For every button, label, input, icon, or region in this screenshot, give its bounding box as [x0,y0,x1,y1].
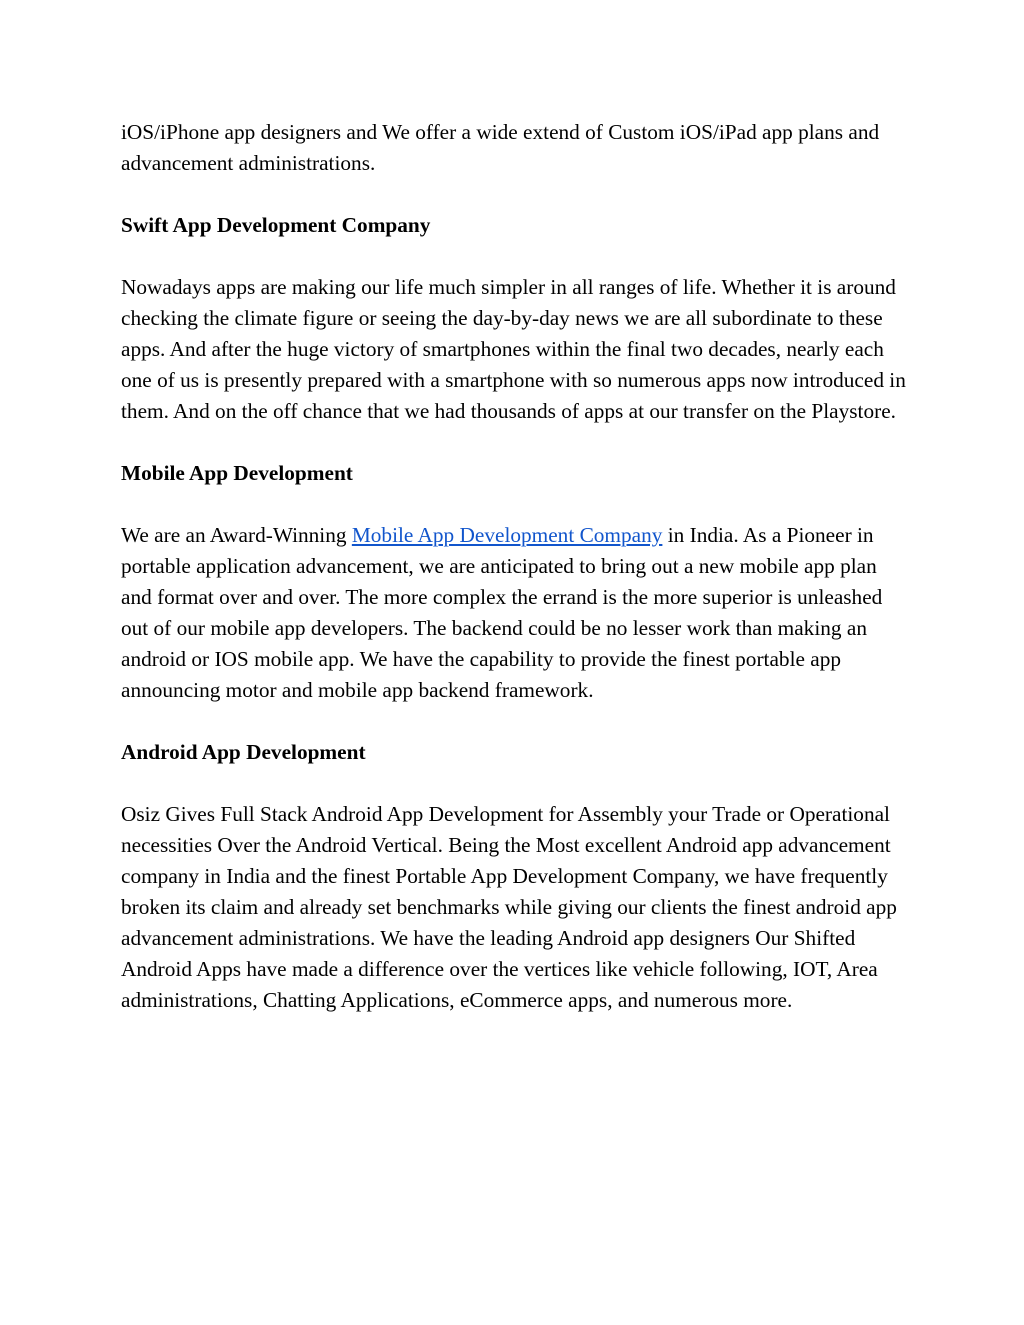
intro-paragraph: iOS/iPhone app designers and We offer a wide extend of Custom iOS/iPad app plans and advancement administrations. [121,120,880,175]
mobile-body-text-after-link: in India. As a Pioneer in portable application advancement, we are anticipated to bring out a new mobile app plan and format over and over. The more complex the errand is the more superior is unleashed out of our mobile app developers. The backend could be no lesser work than making an android or IOS mobile app. We have the capability to provide the finest portable app announcing motor and mobile app backend framework. [121,523,883,702]
mobile-body-text-before-link: We are an Award-Winning [121,523,352,547]
section-body-mobile [121,520,911,706]
section-body-android: Osiz Gives Full Stack Android App Development for Assembly your Trade or Operational necessities Over the Android Vertical. Being the Most excellent Android app advancement company in India and the finest Portable App Development Company, we have frequently broken its claim and already set benchmarks while giving our clients the finest android app advancement administrations. We have the leading Android app designers Our Shifted Android Apps have made a difference over the vertices like vehicle following, IOT, Area administrations, Chatting Applications, eCommerce apps, and numerous more. [121,802,897,1012]
document-body [121,117,911,1047]
section-heading-android: Android App Development [121,740,366,764]
section-body-swift: Nowadays apps are making our life much simpler in all ranges of life. Whether it is around checking the climate figure or seeing the day-by-day news we are all subordinate to these apps. And after the huge victory of smartphones within the final two decades, nearly each one of us is presently prepared with a smartphone with so numerous apps now introduced in them. And on the off chance that we had thousands of apps at our transfer on the Playstore. [121,275,906,423]
section-heading-mobile: Mobile App Development [121,461,353,485]
section-heading-swift: Swift App Development Company [121,213,431,237]
mobile-app-development-company-link[interactable]: Mobile App Development Company [351,523,663,547]
